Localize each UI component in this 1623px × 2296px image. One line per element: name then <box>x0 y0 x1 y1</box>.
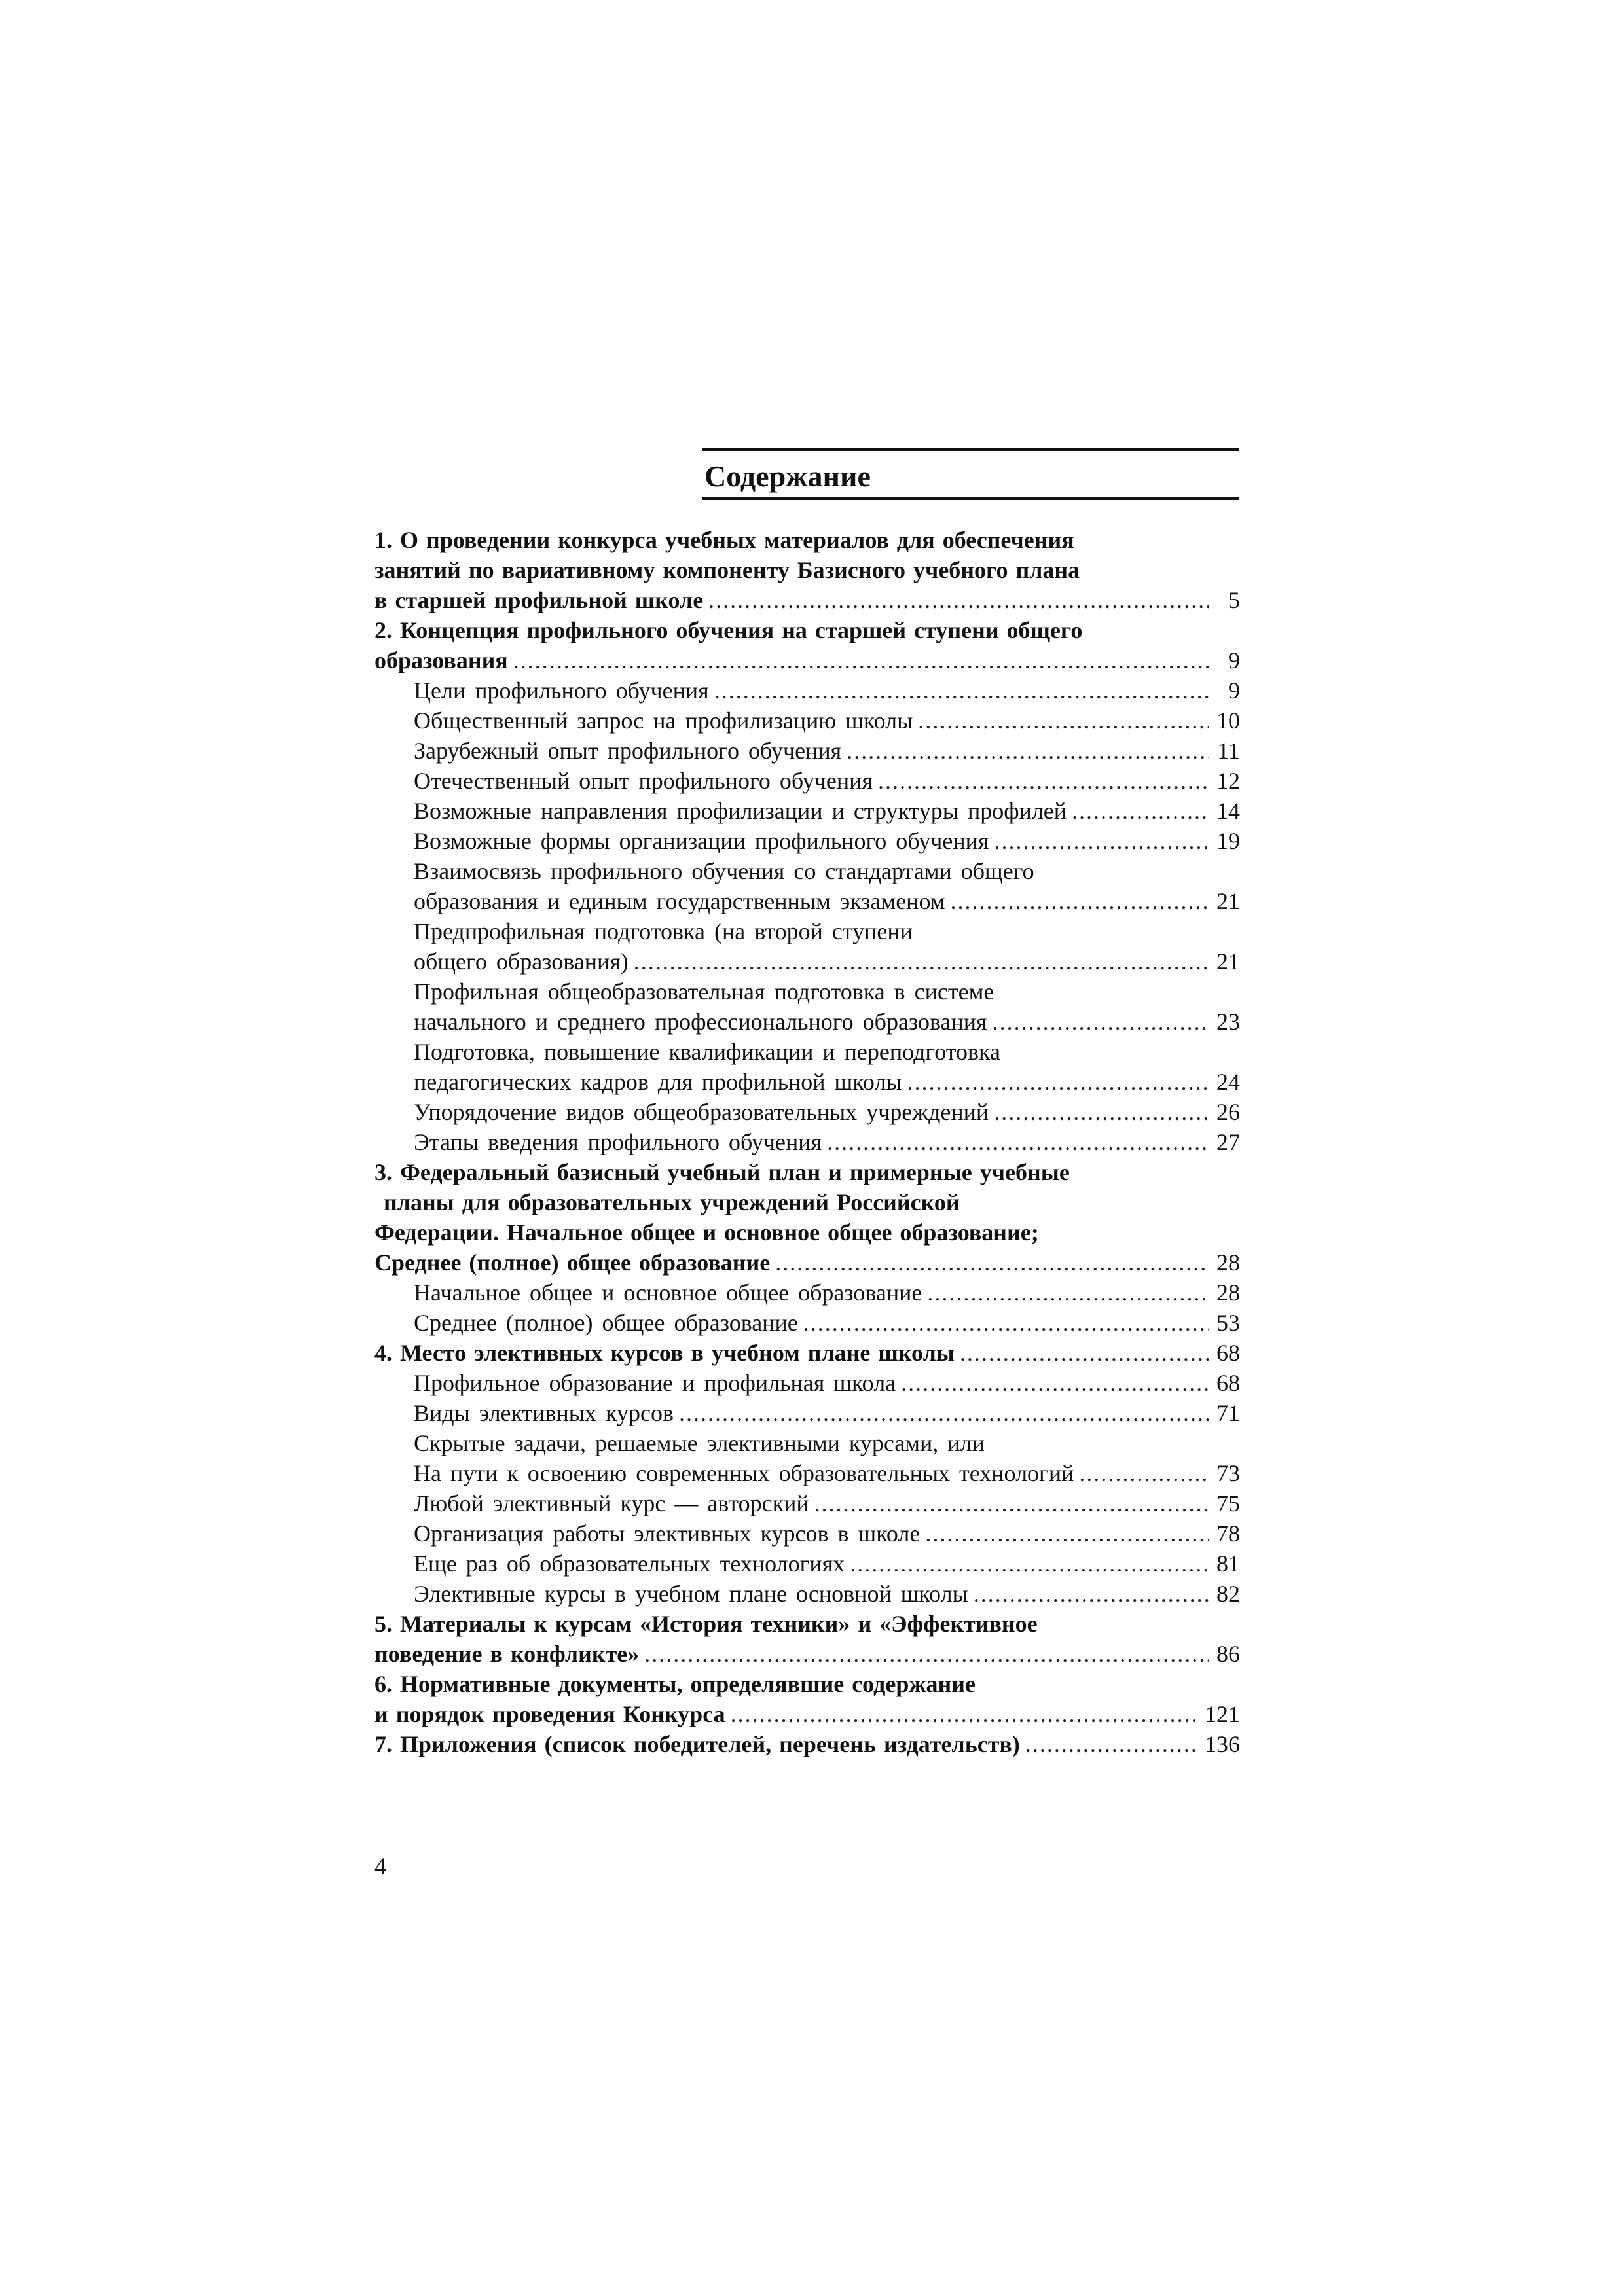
dot-leader <box>850 1549 1209 1579</box>
toc-entry-title: Любой элективный курс — авторский <box>414 1490 809 1516</box>
toc-page-number: 28 <box>1216 1249 1240 1276</box>
toc-page-number: 121 <box>1205 1701 1240 1727</box>
toc-page-number: 26 <box>1216 1099 1240 1125</box>
toc-subentry[interactable] <box>374 1368 1240 1398</box>
toc-subentry-line-1: Предпрофильная подготовка (на второй ступени <box>414 918 913 944</box>
toc-subentry[interactable] <box>374 1067 1240 1097</box>
toc-section-3-line-3: Федерации. Начальное общее и основное общее образование; <box>374 1219 1039 1246</box>
toc-page-number: 71 <box>1216 1400 1240 1426</box>
dot-leader <box>847 736 1209 766</box>
toc-entry-title: в старшей профильной школе <box>374 587 704 613</box>
toc-entry-section-3[interactable] <box>374 1247 1240 1278</box>
toc-subentry[interactable] <box>374 1549 1240 1579</box>
dot-leader <box>634 946 1209 977</box>
toc-page-number: 10 <box>1216 708 1240 734</box>
dot-leader <box>925 1518 1209 1549</box>
toc-entry-title: педагогических кадров для профильной школы <box>414 1069 902 1095</box>
toc-subentry-line-1: Подготовка, повышение квалификации и переподготовка <box>414 1039 1000 1065</box>
toc-page-number: 82 <box>1216 1581 1240 1607</box>
toc-page-number: 86 <box>1216 1641 1240 1667</box>
toc-entry-title: Отечественный опыт профильного обучения <box>414 768 873 794</box>
dot-leader <box>918 706 1209 736</box>
toc-subentry[interactable] <box>374 1398 1240 1428</box>
toc-page-number: 12 <box>1216 768 1240 794</box>
dot-leader <box>775 1247 1209 1278</box>
toc-heading <box>702 448 1239 500</box>
toc-entry-section-2[interactable] <box>374 645 1240 675</box>
toc-entry-title: образования <box>374 647 508 673</box>
toc-entry-title: Общественный запрос на профилизацию школы <box>414 708 913 734</box>
toc-subentry-line-1: Профильная общеобразовательная подготовка в системе <box>414 978 994 1005</box>
toc-subentry[interactable] <box>374 1579 1240 1609</box>
toc-subentry[interactable] <box>374 1518 1240 1549</box>
toc-subentry[interactable] <box>374 1278 1240 1308</box>
toc-entry-title: Виды элективных курсов <box>414 1400 674 1426</box>
toc-subentry[interactable] <box>374 1127 1240 1157</box>
toc-subentry[interactable] <box>374 1007 1240 1037</box>
toc-entry-title: Цели профильного обучения <box>414 677 709 704</box>
toc-entry-title: Среднее (полное) общее образование <box>414 1310 798 1336</box>
toc-page-number: 75 <box>1216 1490 1240 1516</box>
toc-page-number: 78 <box>1216 1520 1240 1547</box>
toc-subentry-line-1: Скрытые задачи, решаемые элективными курсами, или <box>414 1430 985 1456</box>
toc-subentry[interactable] <box>374 1097 1240 1127</box>
toc-entry-section-4[interactable] <box>374 1338 1240 1368</box>
dot-leader <box>1072 796 1209 826</box>
toc-page-number: 24 <box>1216 1069 1240 1095</box>
dot-leader <box>907 1067 1209 1097</box>
toc-entry-section-6[interactable] <box>374 1699 1240 1729</box>
dot-leader <box>878 766 1209 796</box>
toc-page-number: 27 <box>1216 1129 1240 1155</box>
dot-leader <box>994 826 1209 856</box>
dot-leader <box>960 1338 1209 1368</box>
dot-leader <box>927 1278 1209 1308</box>
dot-leader <box>827 1127 1209 1157</box>
toc-entry-title: Упорядочение видов общеобразовательных учреждений <box>414 1099 989 1125</box>
dot-leader <box>974 1579 1209 1609</box>
page-title: Содержание <box>704 459 871 493</box>
toc-subentry[interactable] <box>374 796 1240 826</box>
toc-entry-title: поведение в конфликте» <box>374 1641 640 1667</box>
toc-subentry[interactable] <box>374 1458 1240 1488</box>
toc-section-6-line-1: 6. Нормативные документы, определявшие содержание <box>374 1671 976 1697</box>
dot-leader <box>714 675 1209 706</box>
toc-page-number: 136 <box>1205 1731 1240 1757</box>
toc-section-3-line-1: 3. Федеральный базисный учебный план и примерные учебные <box>374 1159 1070 1185</box>
toc-entry-title: Профильное образование и профильная школа <box>414 1370 896 1396</box>
dot-leader <box>803 1308 1209 1338</box>
toc-subentry[interactable] <box>374 1488 1240 1518</box>
toc-entry-title: Элективные курсы в учебном плане основной школы <box>414 1581 968 1607</box>
dot-leader <box>679 1398 1209 1428</box>
toc-page-number: 28 <box>1216 1280 1240 1306</box>
dot-leader <box>1079 1458 1209 1488</box>
dot-leader <box>644 1639 1209 1669</box>
toc-entry-section-5[interactable] <box>374 1639 1240 1669</box>
toc-section-1-line-1: 1. О проведении конкурса учебных материалов для обеспечения <box>374 527 1074 553</box>
toc-page-number: 9 <box>1228 677 1240 704</box>
toc-entry-title: Зарубежный опыт профильного обучения <box>414 738 842 764</box>
toc-subentry[interactable] <box>374 736 1240 766</box>
dot-leader <box>731 1699 1199 1729</box>
toc-entry-title: начального и среднего профессионального образования <box>414 1009 987 1035</box>
dot-leader <box>951 886 1209 916</box>
toc-section-3-line-2: планы для образовательных учреждений Российской <box>384 1189 960 1215</box>
toc-page-number: 14 <box>1216 798 1240 824</box>
page-number: 4 <box>374 1853 386 1879</box>
toc-entry-title: 4. Место элективных курсов в учебном плане школы <box>374 1340 955 1366</box>
toc-entry-title: Возможные формы организации профильного обучения <box>414 828 989 854</box>
toc-section-2-line-1: 2. Концепция профильного обучения на старшей ступени общего <box>374 617 1083 643</box>
toc-entry-title: общего образования) <box>414 948 629 975</box>
toc-page-number: 21 <box>1216 948 1240 975</box>
toc-page-number: 11 <box>1217 738 1240 764</box>
toc-subentry[interactable] <box>374 766 1240 796</box>
toc-page-number: 9 <box>1228 647 1240 673</box>
toc-entry-section-7[interactable] <box>374 1729 1240 1759</box>
toc-page-number: 5 <box>1228 587 1240 613</box>
dot-leader <box>994 1097 1209 1127</box>
toc-page-number: 19 <box>1216 828 1240 854</box>
toc-section-1-line-2: занятий по вариативному компоненту Базисного учебного плана <box>374 557 1080 583</box>
toc-entry-title: образования и единым государственным экзаменом <box>414 888 945 914</box>
dot-leader <box>708 585 1209 615</box>
dot-leader <box>814 1488 1209 1518</box>
toc-subentry[interactable] <box>374 826 1240 856</box>
toc-entry-title: Возможные направления профилизации и структуры профилей <box>414 798 1067 824</box>
dot-leader <box>513 645 1209 675</box>
toc-page-number: 68 <box>1216 1370 1240 1396</box>
toc-page-number: 21 <box>1216 888 1240 914</box>
toc-page-number: 53 <box>1216 1310 1240 1336</box>
table-of-contents <box>374 525 1240 1759</box>
toc-entry-title: На пути к освоению современных образовательных технологий <box>414 1460 1074 1486</box>
dot-leader <box>993 1007 1209 1037</box>
toc-entry-title: Среднее (полное) общее образование <box>374 1249 771 1276</box>
toc-page-number: 81 <box>1216 1551 1240 1577</box>
toc-subentry[interactable] <box>374 946 1240 977</box>
toc-subentry[interactable] <box>374 1308 1240 1338</box>
toc-entry-title: Этапы введения профильного обучения <box>414 1129 822 1155</box>
toc-section-5-line-1: 5. Материалы к курсам «История техники» и «Эффективное <box>374 1611 1038 1637</box>
toc-entry-title: Организация работы элективных курсов в школе <box>414 1520 921 1547</box>
toc-entry-section-1[interactable] <box>374 585 1240 615</box>
toc-entry-title: Начальное общее и основное общее образование <box>414 1280 922 1306</box>
toc-subentry[interactable] <box>374 706 1240 736</box>
dot-leader <box>901 1368 1209 1398</box>
toc-subentry[interactable] <box>374 675 1240 706</box>
toc-entry-title: 7. Приложения (список победителей, перечень издательств) <box>374 1731 1020 1757</box>
toc-page-number: 73 <box>1216 1460 1240 1486</box>
toc-page-number: 23 <box>1216 1009 1240 1035</box>
toc-entry-title: и порядок проведения Конкурса <box>374 1701 725 1727</box>
toc-subentry-line-1: Взаимосвязь профильного обучения со стандартами общего <box>414 858 1034 884</box>
toc-page-number: 68 <box>1216 1340 1240 1366</box>
toc-entry-title: Еще раз об образовательных технологиях <box>414 1551 845 1577</box>
dot-leader <box>1025 1729 1199 1759</box>
toc-subentry[interactable] <box>374 886 1240 916</box>
